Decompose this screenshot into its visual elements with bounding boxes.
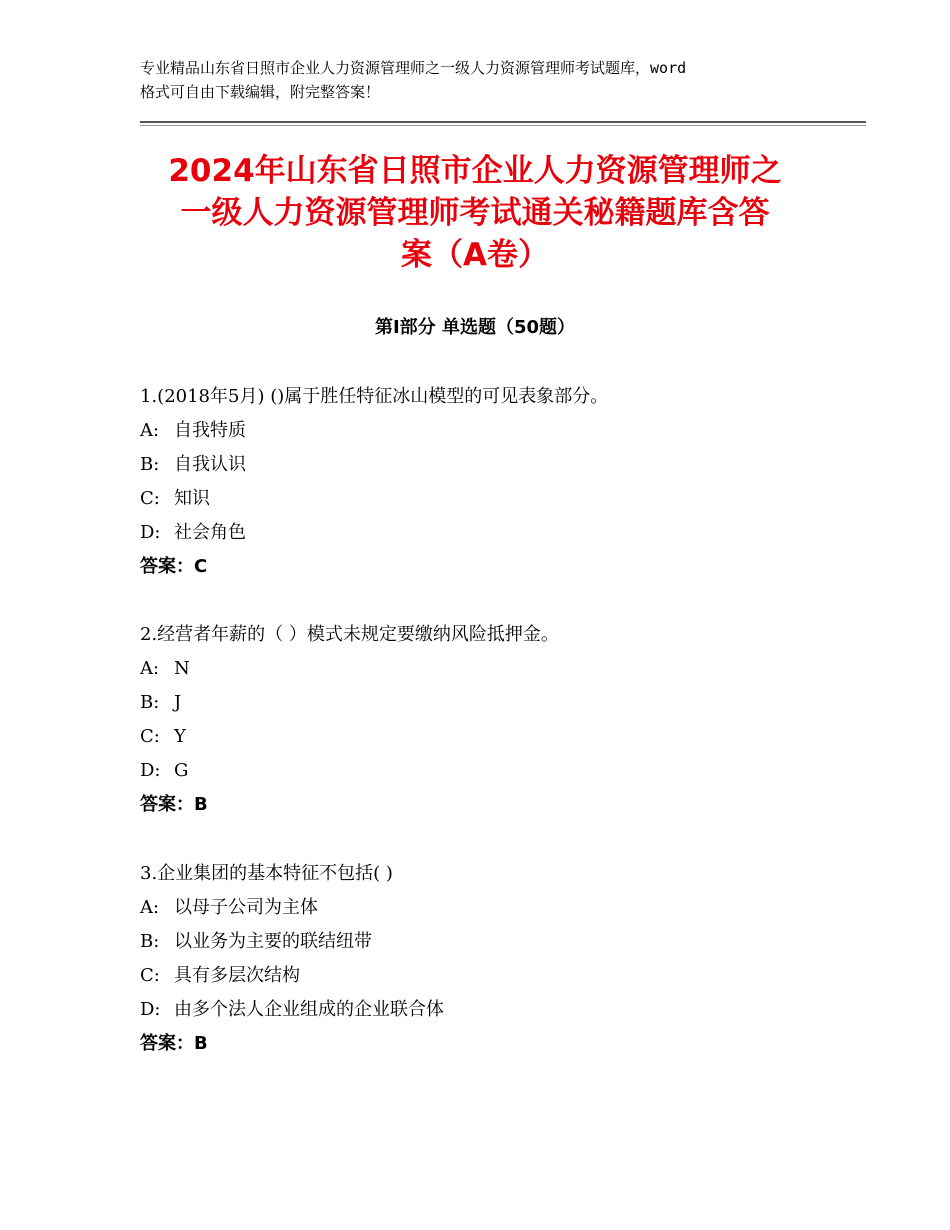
option-a [140, 414, 840, 448]
document-title [130, 150, 820, 276]
option-text: 自我认识 [174, 454, 246, 475]
option-text: G [174, 760, 189, 781]
option-letter: D: [140, 522, 161, 543]
option-text: 知识 [174, 488, 210, 509]
option-letter: B: [140, 931, 160, 952]
option-a [140, 652, 840, 686]
question-stem: 2.经营者年薪的（ ）模式未规定要缴纳风险抵押金。 [140, 624, 559, 645]
document-title-line-1: 2024年山东省日照市企业人力资源管理师之 [168, 153, 782, 189]
option-text: N [174, 658, 190, 679]
document-title-line-3: 案（A卷） [401, 237, 549, 273]
header-note [140, 56, 830, 104]
question-3 [140, 857, 840, 1061]
option-d [140, 516, 840, 550]
header-note-line-2: 格式可自由下载编辑，附完整答案！ [140, 83, 381, 101]
option-b [140, 686, 840, 720]
option-letter: C: [140, 965, 160, 986]
option-letter: C: [140, 488, 160, 509]
document-title-line-2: 一级人力资源管理师考试通关秘籍题库含答 [180, 195, 770, 231]
option-b [140, 448, 840, 482]
option-text: 社会角色 [174, 522, 246, 543]
option-letter: C: [140, 726, 160, 747]
option-text: J [174, 692, 182, 713]
option-text: 以母子公司为主体 [174, 897, 318, 918]
answer-label: 答案：B [140, 1033, 208, 1054]
option-letter: B: [140, 454, 160, 475]
option-c [140, 720, 840, 754]
header-divider [140, 121, 866, 126]
option-a [140, 891, 840, 925]
option-letter: A: [140, 897, 160, 918]
option-c [140, 482, 840, 516]
answer-label: 答案：B [140, 794, 208, 815]
question-1 [140, 380, 840, 584]
section-title: 第Ⅰ部分 单选题（50题） [374, 317, 575, 338]
header-note-line-1: 专业精品山东省日照市企业人力资源管理师之一级人力资源管理师考试题库，word [140, 59, 687, 77]
option-letter: A: [140, 658, 160, 679]
option-letter: B: [140, 692, 160, 713]
option-text: 具有多层次结构 [174, 965, 300, 986]
option-text: 由多个法人企业组成的企业联合体 [174, 999, 444, 1020]
question-2 [140, 618, 840, 822]
option-d [140, 993, 840, 1027]
option-text: 以业务为主要的联结纽带 [174, 931, 372, 952]
option-letter: D: [140, 760, 161, 781]
option-b [140, 925, 840, 959]
question-stem: 3.企业集团的基本特征不包括( ) [140, 863, 393, 884]
answer-label: 答案：C [140, 556, 208, 577]
option-letter: D: [140, 999, 161, 1020]
option-text: Y [174, 726, 186, 747]
question-stem: 1.(2018年5月) ()属于胜任特征冰山模型的可见表象部分。 [140, 386, 609, 407]
option-c [140, 959, 840, 993]
option-d [140, 754, 840, 788]
option-text: 自我特质 [174, 420, 246, 441]
option-letter: A: [140, 420, 160, 441]
